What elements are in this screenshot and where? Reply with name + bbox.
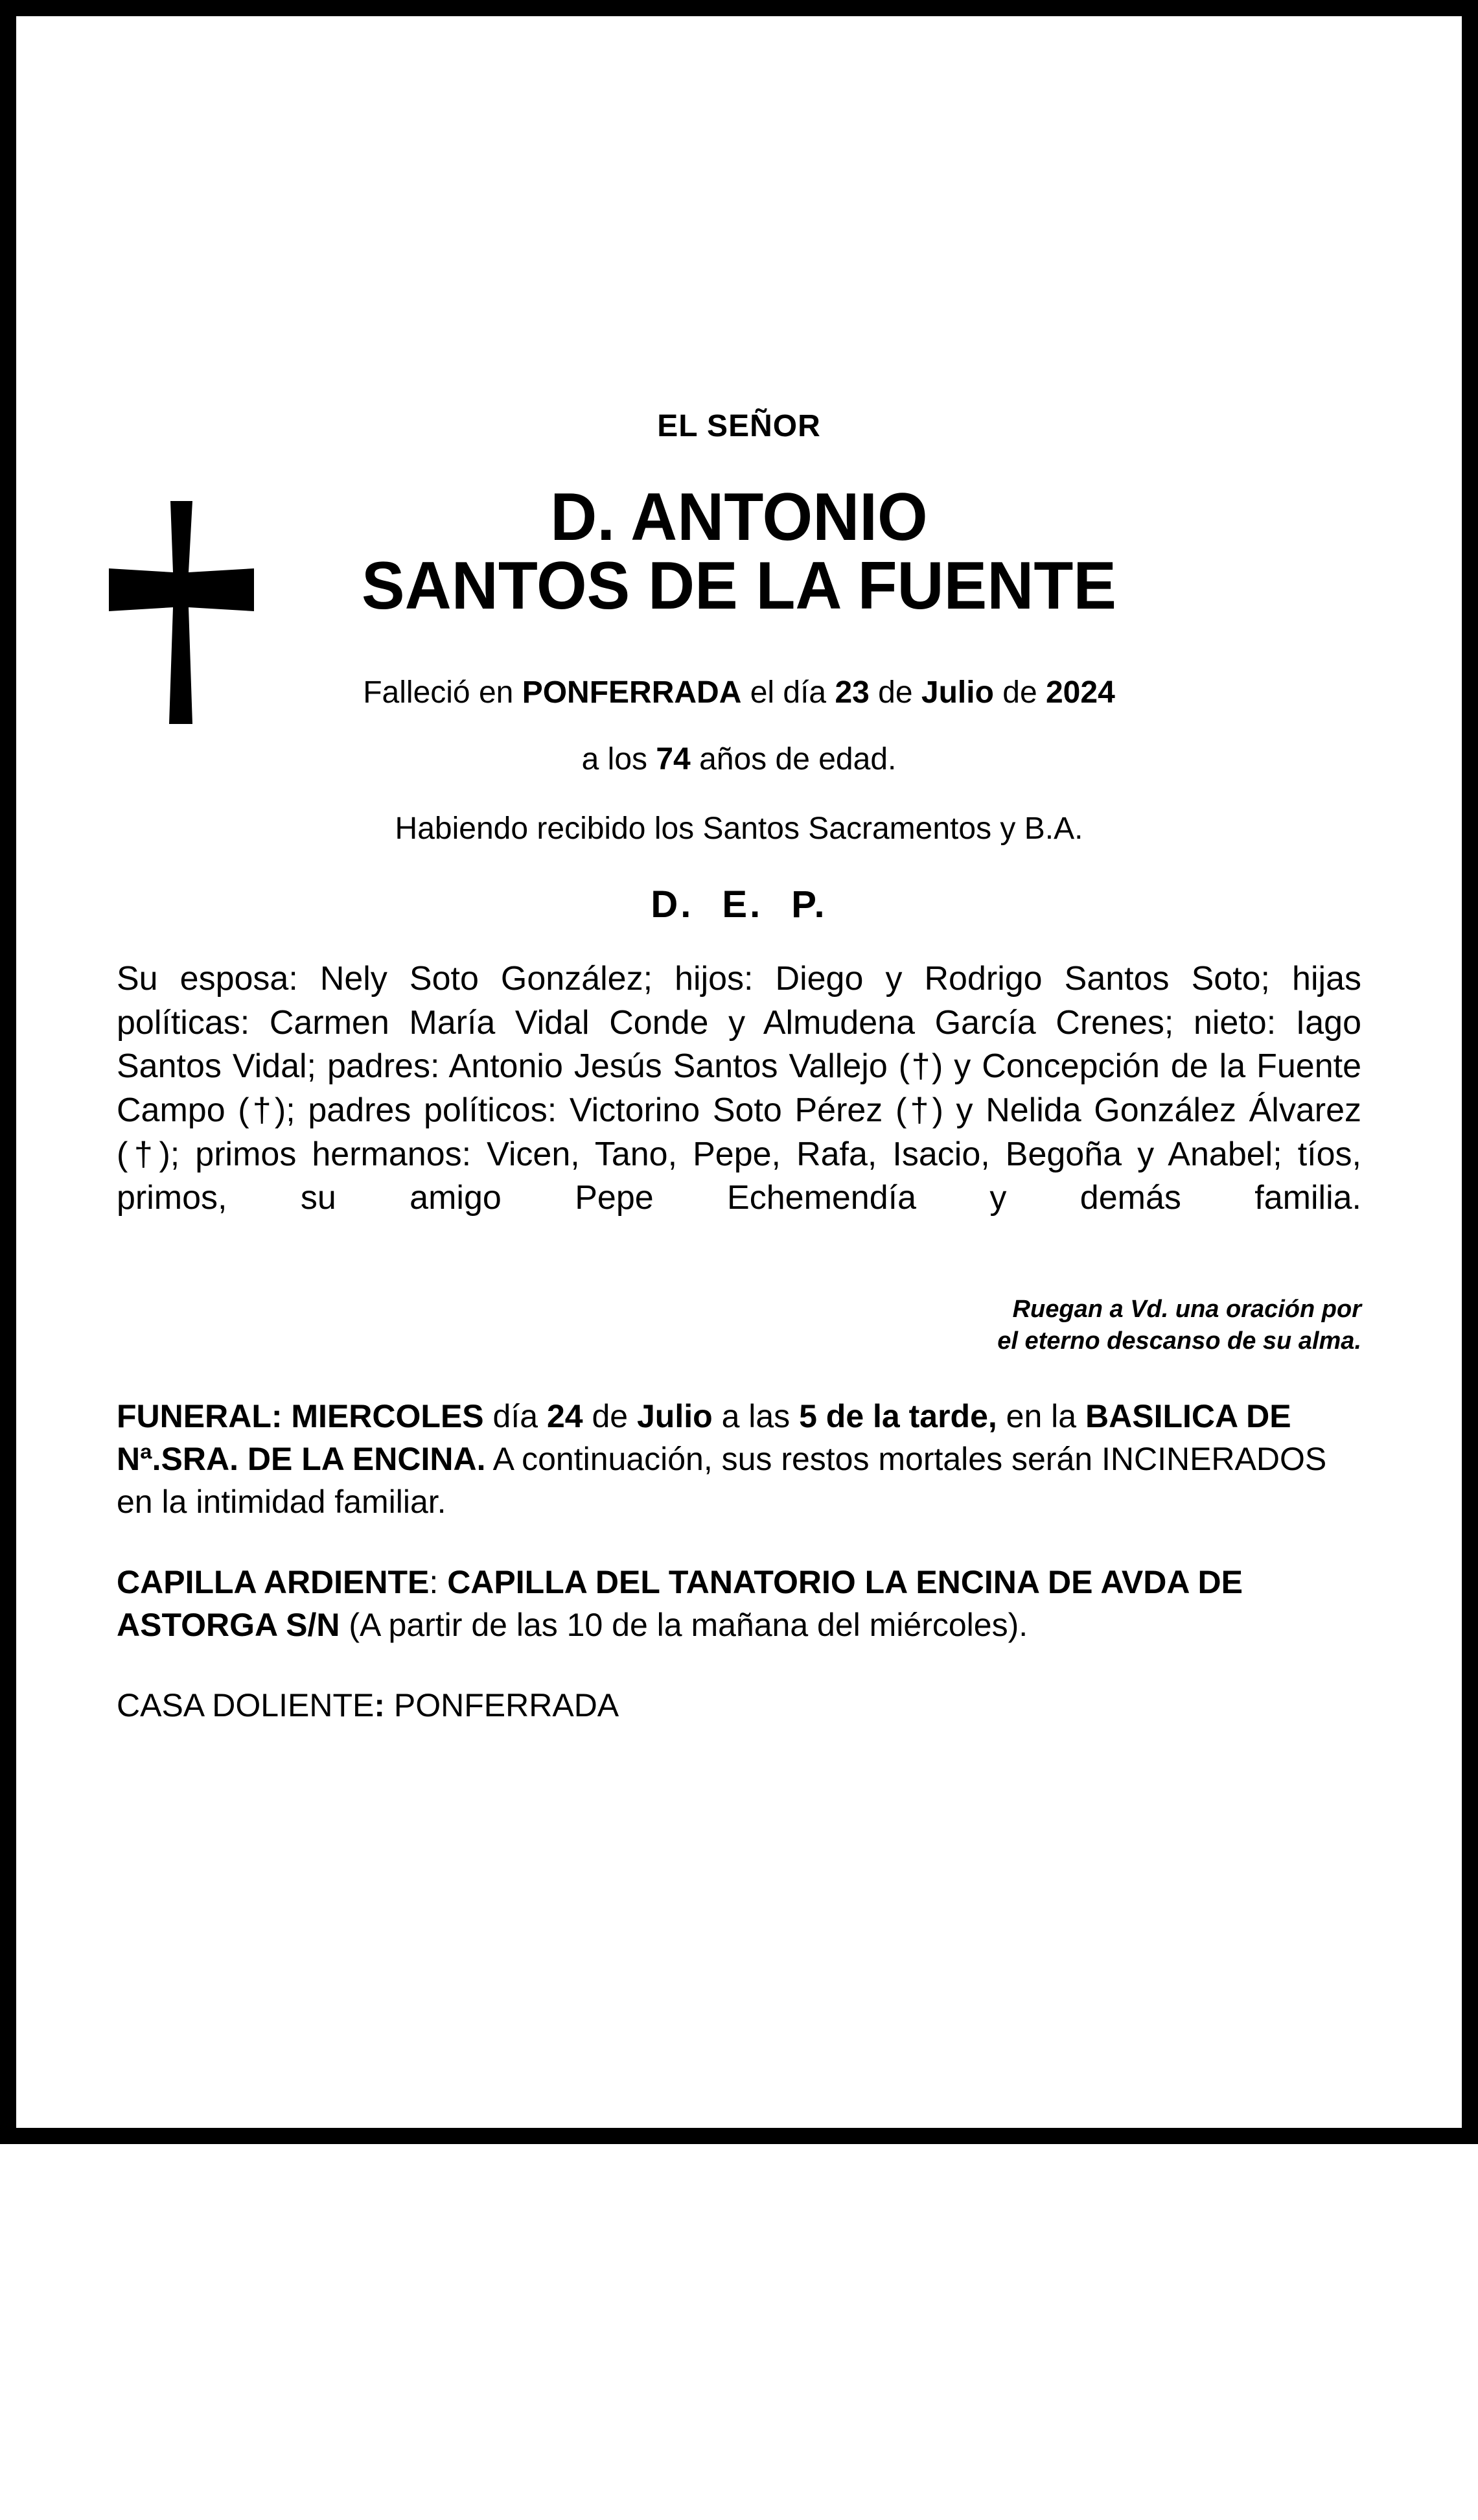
death-place: PONFERRADA: [522, 675, 742, 710]
funeral-venue: BASILICA DE Nª.SRA. DE LA ENCINA.: [117, 1397, 1291, 1477]
rip-p: P.: [791, 883, 827, 926]
prayer-line-2: el eterno descanso de su alma.: [997, 1327, 1361, 1355]
death-de-2: de: [993, 675, 1046, 710]
age-prefix: a los: [581, 742, 656, 777]
funeral-t3: a las: [712, 1397, 800, 1434]
capilla-ardiente-block: [117, 1561, 1361, 1646]
rip-d: D.: [651, 883, 694, 926]
honorific: EL SEÑOR: [657, 409, 821, 443]
death-day: 23: [835, 675, 870, 710]
death-prefix: Falleció en: [363, 675, 522, 710]
capilla-note: (A partir de las 10 de la mañana del miércoles).: [340, 1606, 1028, 1643]
casa-colon: :: [374, 1686, 385, 1723]
death-line: [117, 675, 1361, 710]
casa-label: CASA DOLIENTE: [117, 1686, 375, 1723]
family-paragraph: Su esposa: Nely Soto González; hijos: Diego y Rodrigo Santos Soto; hijas políticas: Carmen María Vidal Conde y Almudena García Crenes; nieto: Iago Santos Vidal; padres: Antonio Jesús Santos Vallejo (†) y Concepción de la Fuente Campo (†); padres políticos: Victorino Soto Pérez (†) y Nelida González Álvarez (†); primos hermanos: Vicen, Tano, Pepe, Rafa, Isacio, Begoña y Anabel; tíos, primos, su amigo Pepe Echemendía y demás familia.: [117, 960, 1361, 1217]
death-year: 2024: [1045, 675, 1115, 710]
deceased-name-line-2: SANTOS DE LA FUENTE: [362, 548, 1116, 624]
capilla-label: CAPILLA ARDIENTE: [117, 1563, 430, 1600]
notice-sheet: [16, 408, 1462, 2520]
deceased-name-line-1: D. ANTONIO: [550, 480, 928, 555]
funeral-t5: A continuación, sus restos mortales serán INCINERADOS en la intimidad familiar.: [117, 1440, 1327, 1520]
casa-value: PONFERRADA: [385, 1686, 619, 1723]
death-mid: el día: [741, 675, 835, 710]
age-line: [117, 741, 1361, 777]
deceased-name: [117, 480, 1361, 624]
funeral-day: 24: [546, 1397, 583, 1434]
funeral-t1: día: [483, 1397, 547, 1434]
rip-line: [117, 883, 1361, 926]
funeral-block: [117, 1395, 1361, 1523]
death-month: Julio: [921, 675, 994, 710]
age-value: 74: [656, 742, 691, 777]
age-suffix: años de edad.: [690, 742, 897, 777]
casa-doliente-block: [117, 1684, 1361, 1727]
capilla-venue: CAPILLA DEL TANATORIO LA ENCINA DE AVDA DE ASTORGA S/N: [117, 1563, 1243, 1643]
prayer-request: [117, 1294, 1361, 1357]
death-de-1: de: [869, 675, 921, 710]
funeral-t2: de: [583, 1397, 637, 1434]
funeral-label: FUNERAL: MIERCOLES: [117, 1397, 484, 1434]
prayer-line-1: Ruegan a Vd. una oración por: [1012, 1296, 1361, 1324]
sacraments-line: Habiendo recibido los Santos Sacramentos y B.A.: [395, 811, 1083, 846]
funeral-t4: en la: [997, 1397, 1085, 1434]
funeral-month: Julio: [636, 1397, 713, 1434]
capilla-colon: :: [429, 1563, 448, 1600]
rip-e: E.: [722, 883, 763, 926]
funeral-time: 5 de la tarde,: [799, 1397, 997, 1434]
